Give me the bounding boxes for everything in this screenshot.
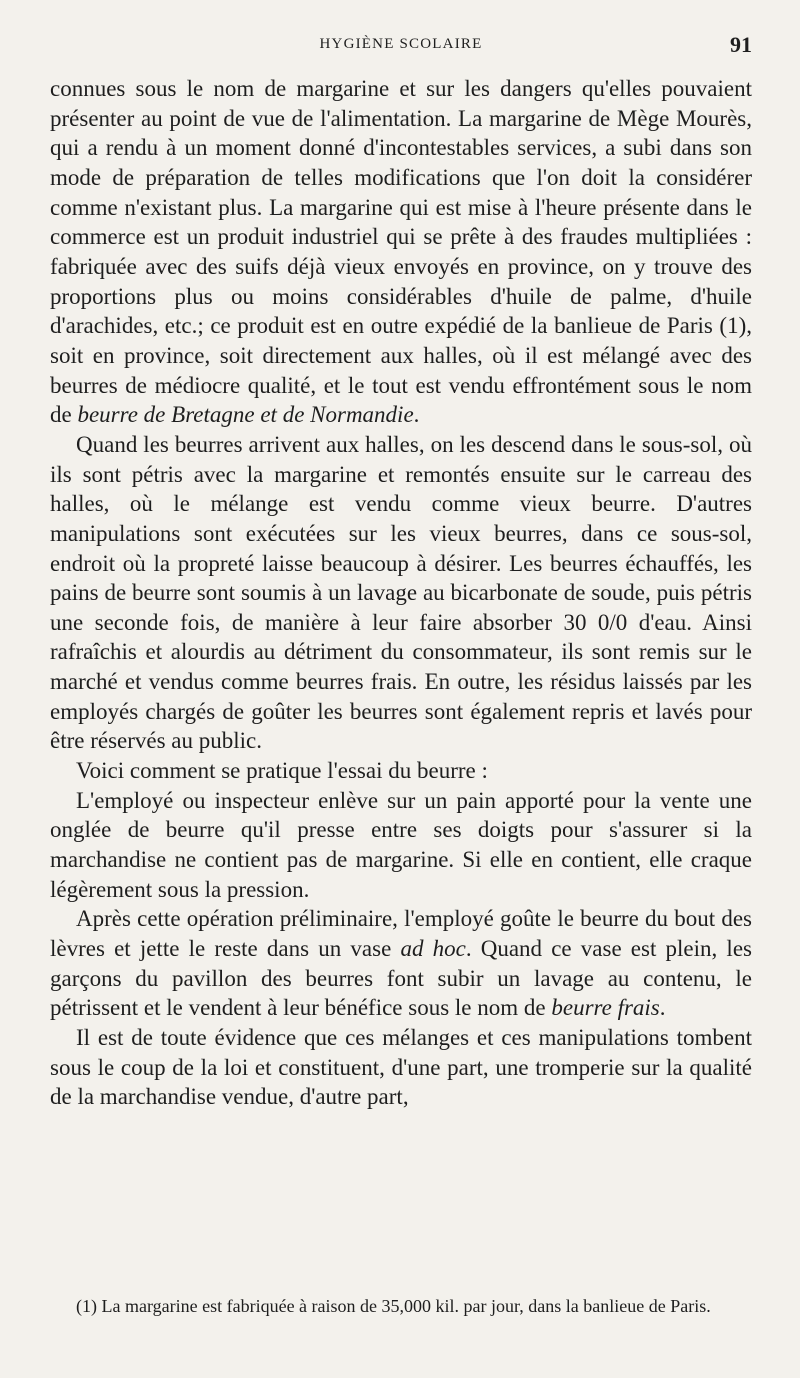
paragraph-text: connues sous le nom de margarine et sur les dangers qu'elles pouvaient présenter au point de vue de l'alimentation. La margarine de Mège Mourès, qui a rendu à un moment donné d'incontestables services, a subi dans son mode de préparation de telles modifications que l'on doit la considérer comme n'existant plus. La margarine qui est mise à l'heure présente dans le commerce est un produit industriel qui se prête à des fraudes multipliées : fabriquée avec des suifs déjà vieux envoyés en province, on y trouve des proportions plus ou moins considérables d'huile de palme, d'huile d'arachides, etc.; ce produit est en outre expédié de la banlieue de Paris (1), soit en province, soit directement aux halles, où il est mélangé avec des beurres de médiocre qualité, et le tout est vendu effrontément sous le nom de: [50, 76, 752, 428]
paragraph: [50, 756, 752, 786]
italic-phrase: beurre frais: [551, 995, 660, 1021]
footnote: [50, 1295, 752, 1317]
paragraph-text: L'employé ou inspecteur enlève sur un pain apporté pour la vente une onglée de beurre qu'il presse entre ses doigts pour s'assurer si la marchandise ne contient pas de margarine. Si elle en contient, elle craque légèrement sous la pression.: [50, 787, 752, 902]
page-number: 91: [730, 32, 752, 57]
italic-phrase: beurre de Bretagne et de Normandie: [77, 402, 414, 428]
paragraph-text: . Quand ce vase est plein, les garçons du pavillon des beurres font subir un lavage au contenu, le pétrissent et le vendent à leur bénéfice sous le nom de: [50, 936, 752, 1021]
running-title: HYGIÈNE SCOLAIRE: [319, 36, 483, 52]
italic-phrase: ad hoc: [400, 936, 466, 962]
footnote-text: (1) La margarine est fabriquée à raison de 35,000 kil. par jour, dans la banlieue de Paris.: [76, 1296, 711, 1316]
paragraph-text: Il est de toute évidence que ces mélanges et ces manipulations tombent sous le coup de la loi et constituent, d'une part, une tromperie sur la qualité de la marchandise vendue, d'autre part,: [50, 1025, 752, 1110]
running-header: [50, 30, 752, 74]
paragraph: [50, 904, 752, 1023]
paragraph-punctuation: .: [413, 402, 420, 428]
paragraph: [50, 74, 752, 430]
paragraph: [50, 430, 752, 756]
paragraph-punctuation: .: [659, 995, 666, 1021]
paragraph: [50, 786, 752, 905]
paragraph-text: Voici comment se pratique l'essai du beurre :: [76, 758, 488, 784]
paragraph: [50, 1023, 752, 1112]
body-text: [50, 74, 752, 1112]
paragraph-text: Après cette opération préliminaire, l'employé goûte le beurre du bout des lèvres et jette le reste dans un vase: [50, 906, 752, 962]
paragraph-text: Quand les beurres arrivent aux halles, on les descend dans le sous-sol, où ils sont pétris avec la margarine et remontés ensuite sur le carreau des halles, où le mélange est vendu comme vieux beurre. D'autres manipulations sont exécutées sur les vieux beurres, dans ce sous-sol, endroit où la propreté laisse beaucoup à désirer. Les beurres échauffés, les pains de beurre sont soumis à un lavage au bicarbonate de soude, puis pétris une seconde fois, de manière à leur faire absorber 30 0/0 d'eau. Ainsi rafraîchis et alourdis au détriment du consommateur, ils sont remis sur le marché et vendus comme beurres frais. En outre, les résidus laissés par les employés chargés de goûter les beurres sont également repris et lavés pour être réservés au public.: [50, 431, 752, 754]
